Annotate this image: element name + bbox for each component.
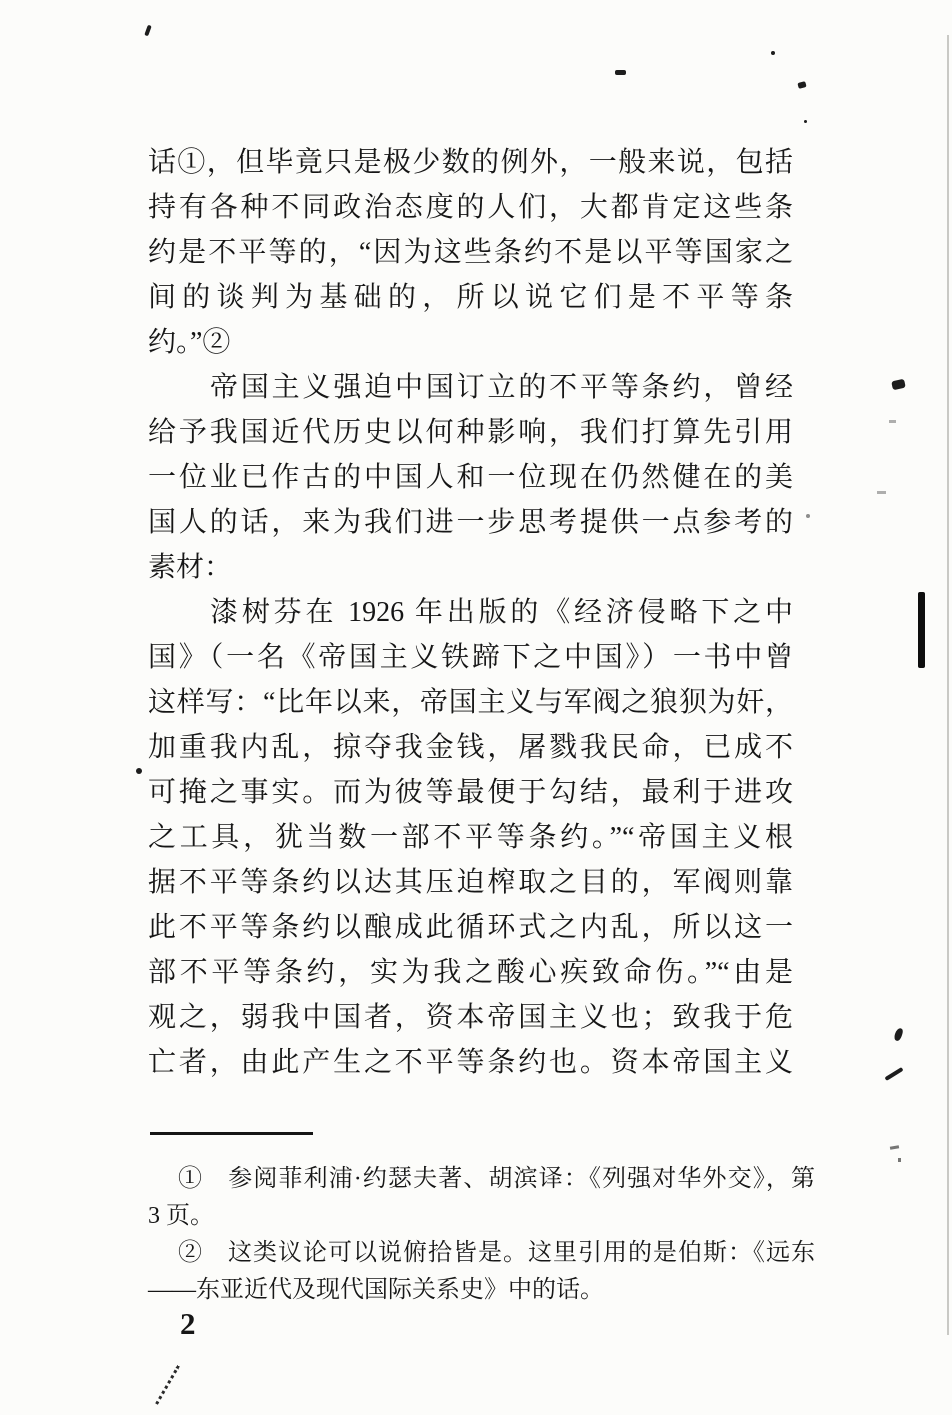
scan-speck bbox=[804, 120, 807, 123]
scan-speck bbox=[893, 1027, 904, 1042]
text-line: 给予我国近代历史以何种影响，我们打算先引用 bbox=[148, 417, 793, 448]
text-line: 一位业已作古的中国人和一位现在仍然健在的美 bbox=[148, 462, 793, 493]
footnotes-section bbox=[133, 1161, 815, 1309]
text-line: 持有各种不同政治态度的人们，大都肯定这些条 bbox=[148, 192, 793, 223]
scan-speck bbox=[889, 420, 896, 423]
scan-speck bbox=[144, 25, 152, 37]
scan-speck bbox=[877, 491, 886, 494]
text-line: 约是不平等的，“因为这些条约不是以平等国家之 bbox=[148, 237, 793, 268]
text-line: 加重我内乱，掠夺我金钱，屠戮我民命，已成不 bbox=[148, 732, 793, 763]
text-line: 部不平等条约，实为我之酸心疾致命伤。”“由是 bbox=[148, 957, 793, 988]
text-line: 约。”② bbox=[148, 327, 231, 358]
scan-speck bbox=[890, 1145, 899, 1150]
scan-speck bbox=[898, 1158, 901, 1162]
margin-ink-bar bbox=[918, 592, 925, 668]
scan-speck bbox=[797, 81, 806, 89]
scan-speck bbox=[891, 379, 906, 391]
text-line: 观之，弱我中国者，资本帝国主义也；致我于危 bbox=[148, 1002, 793, 1033]
text-line: 素材： bbox=[148, 552, 233, 583]
text-line: 帝国主义强迫中国订立的不平等条约，曾经 bbox=[210, 372, 793, 403]
text-line: 可掩之事实。而为彼等最便于勾结，最利于进攻 bbox=[148, 777, 793, 808]
text-line: 据不平等条约以达其压迫榨取之目的，军阀则靠 bbox=[148, 867, 793, 898]
scan-slash-mark bbox=[155, 1365, 180, 1405]
scan-page-edge bbox=[947, 35, 949, 1335]
text-line: ① 参阅菲利浦·约瑟夫著、胡滨译：《列强对华外交》，第 bbox=[178, 1166, 815, 1192]
scan-speck bbox=[884, 1067, 903, 1081]
scan-speck bbox=[136, 768, 142, 774]
text-line: 这样写：“比年以来，帝国主义与军阀之狼狈为奸， bbox=[148, 687, 793, 718]
scan-speck bbox=[771, 51, 775, 55]
text-line: 3 页。 bbox=[148, 1203, 214, 1229]
footnote-divider bbox=[150, 1132, 313, 1135]
text-line: 漆树芬在 1926 年出版的《经济侵略下之中 bbox=[210, 597, 793, 628]
text-line: 间的谈判为基础的，所以说它们是不平等条 bbox=[148, 282, 793, 313]
text-line: ——东亚近代及现代国际关系史》中的话。 bbox=[148, 1277, 604, 1303]
text-line: 之工具，犹当数一部不平等条约。”“帝国主义根 bbox=[148, 822, 793, 853]
text-line: 此不平等条约以酿成此循环式之内乱，所以这一 bbox=[148, 912, 793, 943]
main-text-column bbox=[148, 140, 793, 1085]
text-line: 话①，但毕竟只是极少数的例外，一般来说，包括 bbox=[148, 147, 793, 178]
text-line: ② 这类议论可以说俯拾皆是。这里引用的是伯斯：《远东 bbox=[178, 1240, 815, 1266]
text-line: 亡者，由此产生之不平等条约也。资本帝国主义 bbox=[148, 1047, 793, 1078]
text-line: 国人的话，来为我们进一步思考提供一点参考的 bbox=[148, 507, 793, 538]
page-number: 2 bbox=[180, 1306, 196, 1341]
text-line: 国》（一名《帝国主义铁蹄下之中国》）一书中曾 bbox=[148, 642, 793, 673]
scan-speck bbox=[806, 514, 810, 518]
scan-speck bbox=[615, 70, 626, 75]
